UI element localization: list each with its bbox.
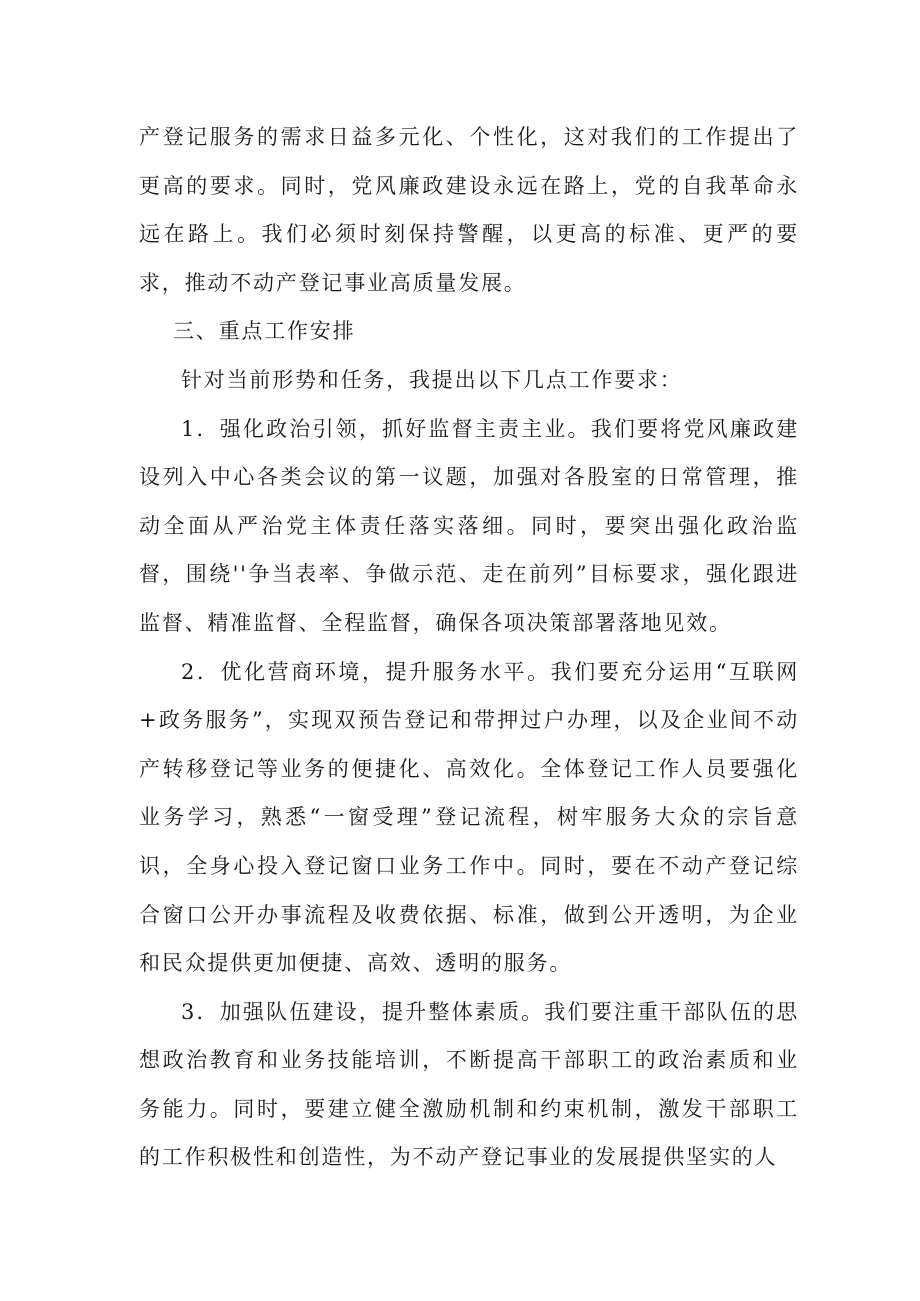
section-heading: 三、重点工作安排 [173,319,356,344]
paragraph-item-1: 1．强化政治引领，抓好监督主责主业。我们要将党风廉政建设列入中心各类会议的第一议题，加强对各股室的日常管理，推动全面从严治党主体责任落实落细。同时，要突出强化政治监督，围绕''争当表率、争做示范、走在前列”目标要求，强化跟进监督、精准监督、全程监督，确保各项决策部署落地见效。 [139,416,799,635]
paragraph-item-2: 2．优化营商环境，提升服务水平。我们要充分运用“互联网+政务服务”，实现双预告登记和带押过户办理，以及企业间不动产转移登记等业务的便捷化、高效化。全体登记工作人员要强化业务学习，熟悉“一窗受理”登记流程，树牢服务大众的宗旨意识，全身心投入登记窗口业务工作中。同时，要在不动产登记综合窗口公开办事流程及收费依据、标准，做到公开透明，为企业和民众提供更加便捷、高效、透明的服务。 [139,659,799,976]
paragraph-item-3: 3．加强队伍建设，提升整体素质。我们要注重干部队伍的思想政治教育和业务技能培训，不断提高干部职工的政治素质和业务能力。同时，要建立健全激励机制和约束机制，激发干部职工的工作积极性和创造性，为不动产登记事业的发展提供坚实的人 [139,999,799,1170]
paragraph-intro: 针对当前形势和任务，我提出以下几点工作要求： [181,367,683,392]
document-body [139,113,799,1182]
paragraph-continued: 产登记服务的需求日益多元化、个性化，这对我们的工作提出了更高的要求。同时，党风廉政建设永远在路上，党的自我革命永远在路上。我们必须时刻保持警醒，以更高的标准、更严的要求，推动不动产登记事业高质量发展。 [139,125,799,295]
